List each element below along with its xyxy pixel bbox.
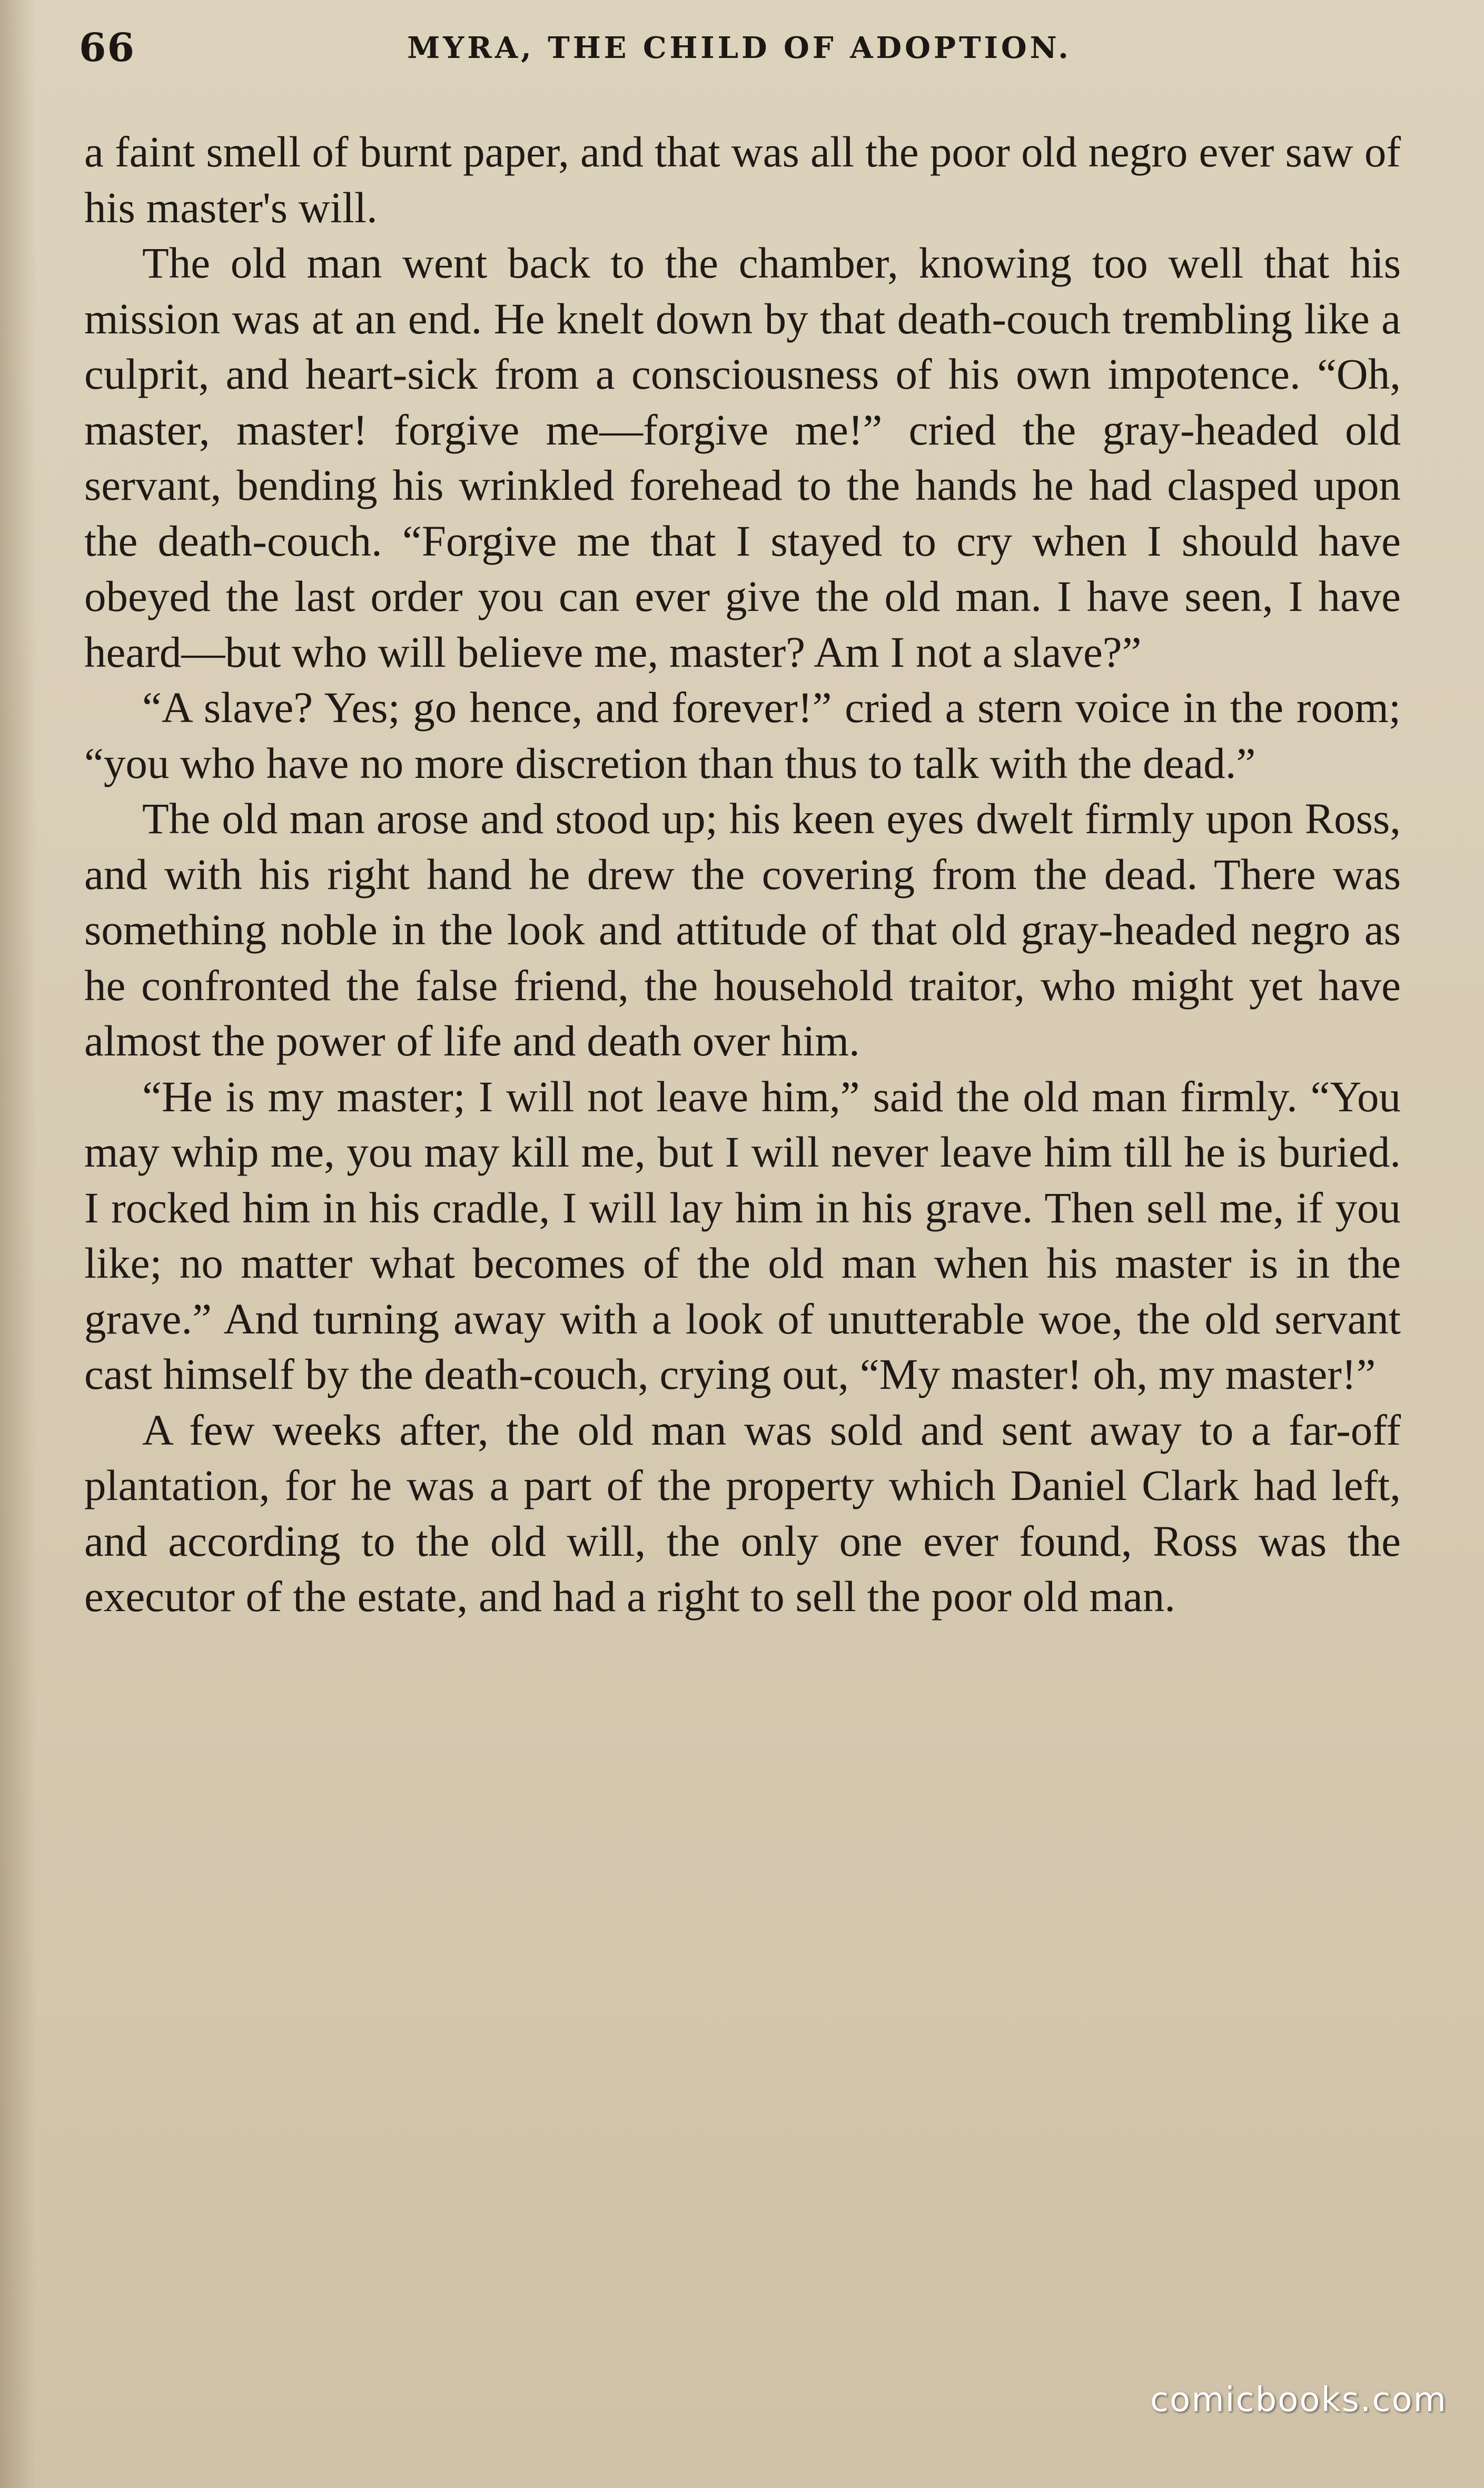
gutter-shadow (0, 0, 37, 2488)
paragraph: A few weeks after, the old man was sold and sent away to a far-off plantation, for he was a part of the property which Daniel Clark had left, and according to the old will, the only one ever found, Ross was the executor of the estate, and had a right to sell the poor old man. (84, 1405, 1401, 1621)
watermark: comicbooks.com (1150, 2381, 1447, 2420)
running-title: MYRA, THE CHILD OF ADOPTION. (407, 31, 1072, 65)
body-text (84, 124, 1401, 1625)
paragraph: “He is my master; I will not leave him,” said the old man firmly. “You may whip me, you may kill me, but I will never leave him till he is buried. I rocked him in his cradle, I will lay him in his grave. Then sell me, if you like; no matter what becomes of the old man when his master is in the grave.” And turning away with a look of unutterable woe, the old servant cast himself by the death-couch, crying out, “My master! oh, my master!” (84, 1072, 1401, 1398)
paragraph: The old man arose and stood up; his keen eyes dwelt firmly upon Ross, and with his right hand he drew the covering from the dead. There was something noble in the look and attitude of that old gray-headed negro as he confronted the false friend, the household traitor, who might yet have almost the power of life and death over him. (84, 794, 1401, 1065)
paragraph: The old man went back to the chamber, knowing too well that his mission was at an end. He knelt down by that death-couch trembling like a culprit, and heart-sick from a consciousness of his own impotence. “Oh, master, master! forgive me—forgive me!” cried the gray-headed old servant, bending his wrinkled forehead to the hands he had clasped upon the death-couch. “Forgive me that I stayed to cry when I should have obeyed the last order you can ever give the old man. I have seen, I have heard—but who will believe me, master? Am I not a slave?” (84, 239, 1401, 676)
paragraph: a faint smell of burnt paper, and that was all the poor old negro ever saw of his master's will. (84, 127, 1401, 232)
page-header (79, 25, 1400, 83)
paragraph: “A slave? Yes; go hence, and forever!” cried a stern voice in the room; “you who have no more discretion than thus to talk with the dead.” (84, 683, 1401, 787)
page-number: 66 (79, 25, 135, 71)
